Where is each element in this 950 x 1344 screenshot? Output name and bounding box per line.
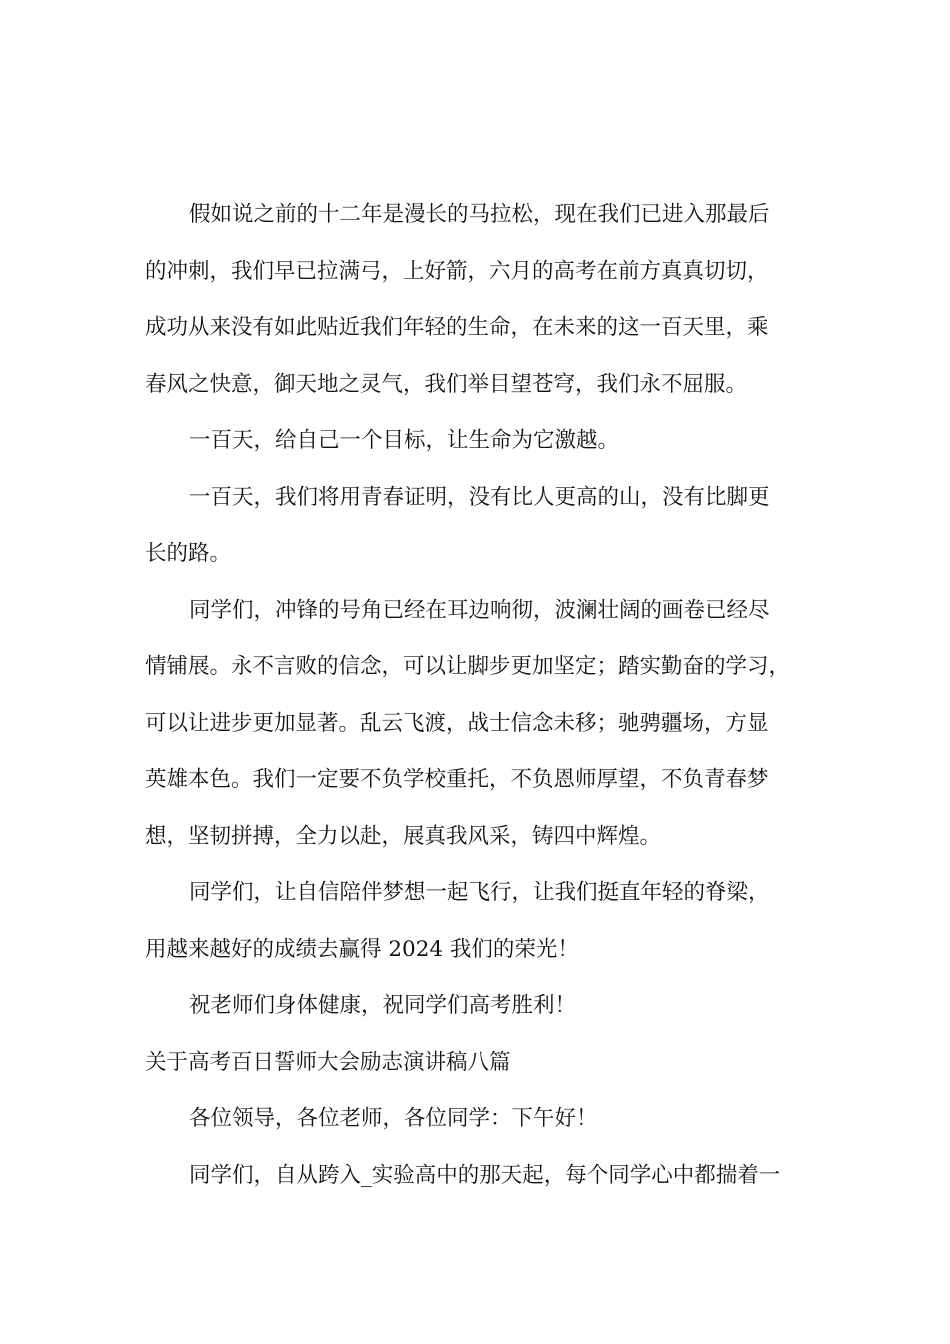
document-body [145,187,825,1204]
text-line: 同学们，冲锋的号角已经在耳边响彻，波澜壮阔的画卷已经尽 [189,597,770,623]
text-line: 同学们，让自信陪伴梦想一起飞行，让我们挺直年轻的脊梁， [189,880,770,905]
heading-text: 关于高考百日誓师大会励志演讲稿八篇 [145,1049,511,1075]
text-line: 假如说之前的十二年是漫长的马拉松，现在我们已进入那最后 [189,202,770,227]
text-line: 情铺展。永不言败的信念，可以让脚步更加坚定；踏实勤奋的学习， [145,654,791,679]
paragraph-opening [145,1148,825,1205]
text-line: 各位领导，各位老师，各位同学：下午好！ [189,1106,598,1131]
section-heading [145,1035,825,1092]
paragraph-goal [145,413,825,470]
text-line: 英雄本色。我们一定要不负学校重托，不负恩师厚望，不负青春梦 [145,767,769,792]
paragraph-confidence [145,865,825,978]
text-line: 祝老师们身体健康，祝同学们高考胜利！ [189,993,577,1018]
text-line: 一百天，给自己一个目标，让生命为它激越。 [189,428,620,453]
text-line: 长的路。 [145,541,232,566]
text-line: 成功从来没有如此贴近我们年轻的生命，在未来的这一百天里，乘 [145,315,769,340]
paragraph-youth-proof [145,470,825,583]
text-line: 的冲刺，我们早已拉满弓，上好箭，六月的高考在前方真真切切， [145,258,769,284]
paragraph-wishes [145,978,825,1035]
text-line: 春风之快意，御天地之灵气，我们举目望苍穹，我们永不屈服。 [145,371,748,397]
text-line: 用越来越好的成绩去赢得 2024 我们的荣光！ [145,936,579,962]
text-line: 可以让进步更加显著。乱云飞渡，战士信念未移；驰骋疆场，方显 [145,710,769,736]
paragraph-greeting [145,1091,825,1148]
paragraph-bugle [145,583,825,866]
paragraph-marathon [145,187,825,413]
text-line: 想，坚韧拼搏，全力以赴，展真我风采，铸四中辉煌。 [145,823,662,849]
text-line: 同学们，自从跨入_实验高中的那天起，每个同学心中都揣着一 [189,1162,781,1188]
text-line: 一百天，我们将用青春证明，没有比人更高的山，没有比脚更 [189,484,770,510]
